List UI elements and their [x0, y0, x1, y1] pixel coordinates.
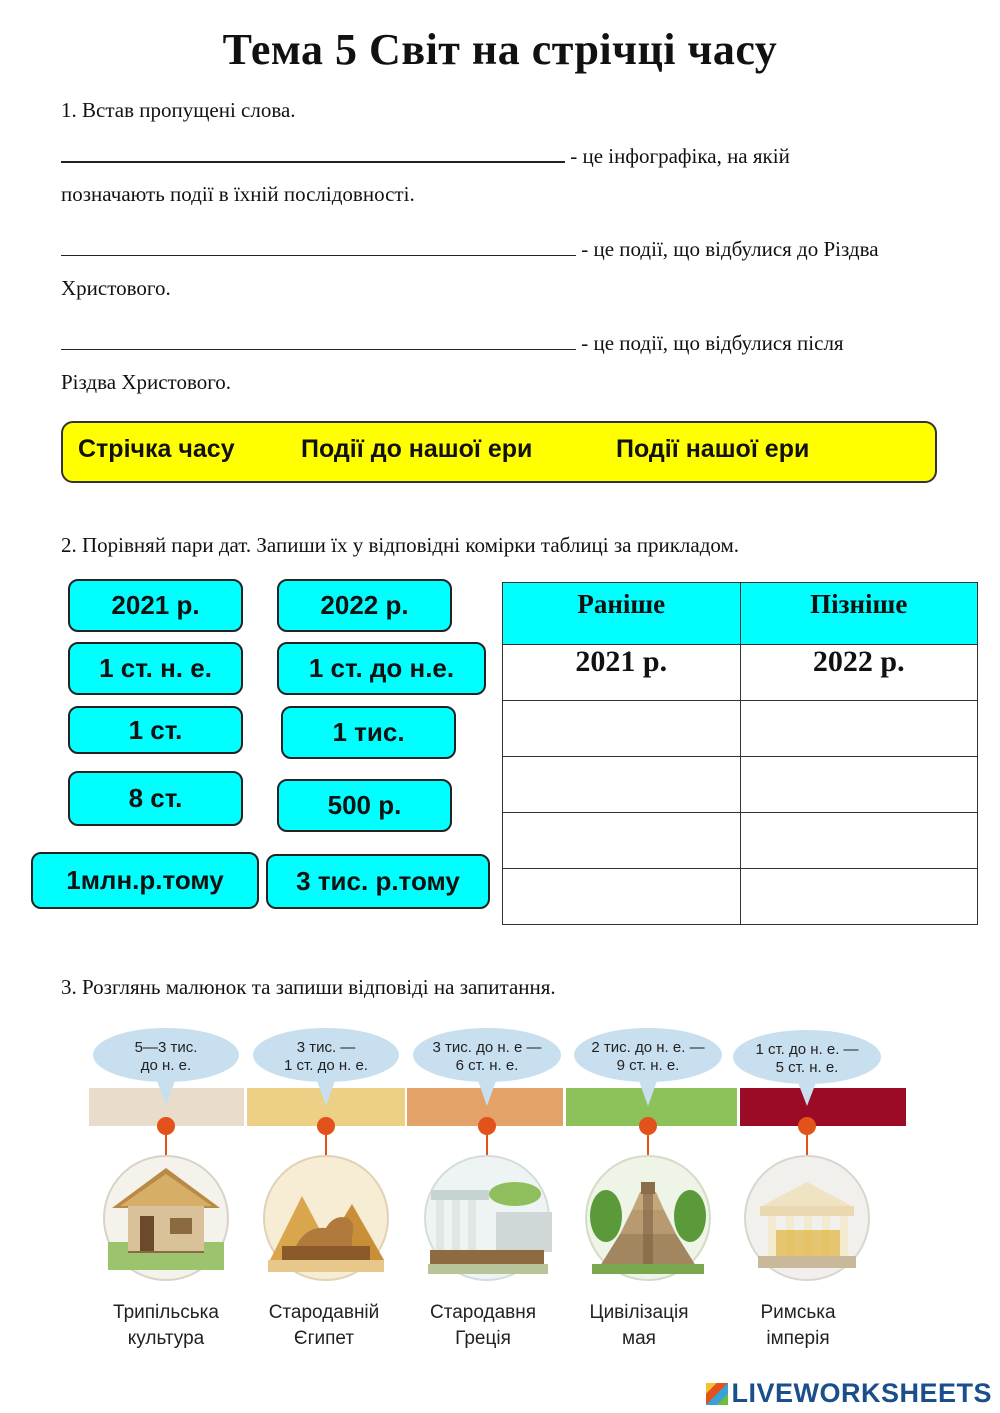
- civilization-label: [244, 1300, 404, 1352]
- date-chip[interactable]: 1 ст. до н.е.: [277, 642, 486, 695]
- drop-cell[interactable]: [740, 701, 978, 757]
- bubble-line: 5—3 тис.: [134, 1039, 198, 1056]
- word-bank-item[interactable]: Події нашої ери: [616, 435, 810, 463]
- drop-cell[interactable]: [503, 701, 741, 757]
- label-line: Трипільська: [113, 1302, 219, 1323]
- word-bank-item[interactable]: Стрічка часу: [78, 435, 235, 463]
- label-line: імперія: [766, 1328, 830, 1349]
- line3-tail: - це події, що відбулися після: [576, 331, 844, 355]
- task1-heading: 1. Встав пропущені слова.: [61, 98, 296, 122]
- drop-cell[interactable]: [740, 869, 978, 925]
- timeline-figure: [0, 1020, 1000, 1300]
- marker-dot: [478, 1117, 496, 1135]
- task3-heading: 3. Розглянь малюнок та запиши відповіді на запитання.: [61, 975, 556, 999]
- date-chip[interactable]: 2022 р.: [277, 579, 452, 632]
- brand-text: LIVEWORKSHEETS: [731, 1378, 992, 1408]
- trypillia-house-illustration: [104, 1156, 228, 1280]
- bubble-line: до н. е.: [140, 1057, 192, 1074]
- line1-tail: - це інфографіка, на якій: [565, 144, 790, 168]
- greece-ruins-illustration: [425, 1156, 552, 1280]
- bubble-line: 3 тис. до н. е —: [432, 1039, 542, 1056]
- page-title: Тема 5 Світ на стрічці часу: [222, 25, 778, 74]
- example-earlier: 2021 р.: [503, 645, 741, 701]
- table-row: [503, 813, 978, 869]
- bubble-line: 9 ст. н. е.: [616, 1057, 680, 1074]
- date-chip[interactable]: 3 тис. р.тому: [266, 854, 490, 909]
- date-chip[interactable]: 500 р.: [277, 779, 452, 832]
- civilization-label: [718, 1300, 878, 1352]
- drop-cell[interactable]: [503, 869, 741, 925]
- bubble-line: 3 тис. —: [296, 1039, 356, 1056]
- column-header-later: Пізніше: [740, 583, 978, 645]
- civilization-label: [403, 1300, 563, 1352]
- date-chip[interactable]: 1млн.р.тому: [31, 852, 259, 909]
- date-chip[interactable]: 2021 р.: [68, 579, 243, 632]
- table-row: [503, 701, 978, 757]
- answer-blank-1[interactable]: [61, 141, 565, 163]
- label-line: Римська: [760, 1302, 836, 1323]
- bubble-line: 6 ст. н. е.: [455, 1057, 519, 1074]
- rome-temple-illustration: [745, 1156, 869, 1280]
- table-row: [503, 757, 978, 813]
- date-chip[interactable]: 8 ст.: [68, 771, 243, 826]
- task1-line2: [61, 235, 879, 262]
- civilization-label: [559, 1300, 719, 1352]
- label-line: Цивілізація: [589, 1302, 689, 1323]
- bubble-line: 1 ст. до н. е. —: [755, 1041, 859, 1058]
- line1-continuation: позначають події в їхній послідовності.: [61, 182, 415, 206]
- bubble-line: 2 тис. до н. е. —: [591, 1039, 705, 1056]
- word-bank-item[interactable]: Події до нашої ери: [301, 435, 533, 463]
- bubble-line: 1 ст. до н. е.: [284, 1057, 368, 1074]
- label-line: Стародавня: [429, 1302, 537, 1323]
- table-row: [503, 869, 978, 925]
- example-later: 2022 р.: [740, 645, 978, 701]
- label-line: культура: [127, 1328, 205, 1349]
- label-line: Єгипет: [293, 1328, 355, 1349]
- egypt-sphinx-illustration: [264, 1156, 388, 1280]
- task1-line1: [61, 141, 790, 169]
- marker-dot: [639, 1117, 657, 1135]
- timeline-segment: [740, 1088, 906, 1126]
- table-row: [503, 645, 978, 701]
- line2-continuation: Христового.: [61, 276, 171, 300]
- date-chip[interactable]: 1 ст. н. е.: [68, 642, 243, 695]
- answer-blank-3[interactable]: [61, 329, 576, 350]
- marker-dot: [317, 1117, 335, 1135]
- task2-heading: 2. Порівняй пари дат. Запиши їх у відповідні комірки таблиці за прикладом.: [61, 533, 740, 557]
- maya-pyramid-illustration: [586, 1156, 710, 1280]
- brand-mark-icon: [706, 1383, 728, 1405]
- label-line: Стародавній: [268, 1302, 380, 1323]
- word-bank: [61, 421, 937, 483]
- drop-cell[interactable]: [740, 757, 978, 813]
- task1-line3: [61, 329, 844, 356]
- civilization-label: [86, 1300, 246, 1352]
- label-line: Греція: [455, 1328, 511, 1349]
- drop-cell[interactable]: [740, 813, 978, 869]
- liveworksheets-logo: [706, 1378, 992, 1409]
- marker-dot: [157, 1117, 175, 1135]
- marker-dot: [798, 1117, 816, 1135]
- date-chip[interactable]: 1 ст.: [68, 706, 243, 754]
- line3-continuation: Різдва Христового.: [61, 370, 232, 394]
- drop-cell[interactable]: [503, 813, 741, 869]
- date-chip[interactable]: 1 тис.: [281, 706, 456, 759]
- comparison-table: [502, 582, 978, 925]
- answer-blank-2[interactable]: [61, 235, 576, 256]
- label-line: мая: [622, 1328, 656, 1349]
- line2-tail: - це події, що відбулися до Різдва: [576, 237, 879, 261]
- drop-cell[interactable]: [503, 757, 741, 813]
- bubble-line: 5 ст. н. е.: [775, 1059, 839, 1076]
- column-header-earlier: Раніше: [503, 583, 741, 645]
